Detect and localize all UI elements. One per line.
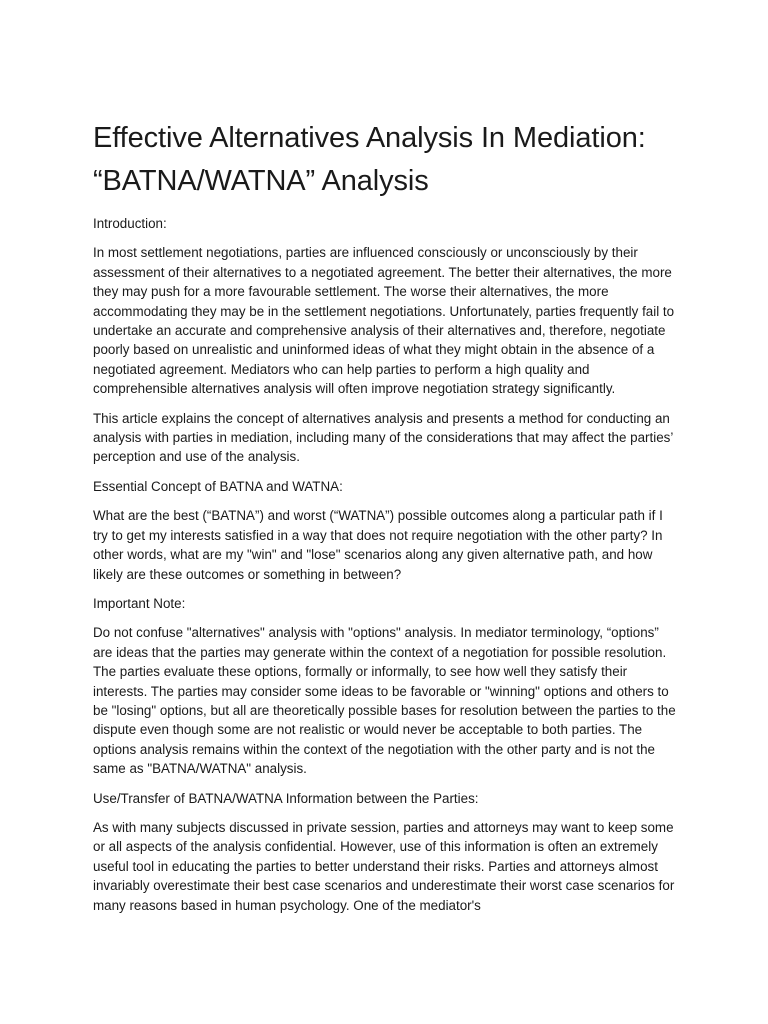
paragraph-concept: What are the best (“BATNA”) and worst (“WATNA”) possible outcomes along a particular path if I try to get my interests satisfied in a way that does not require negotiation with the other party? In other words, what are my "win" and "lose" scenarios along any given alternative path, and how likely are these outcomes or something in between? bbox=[93, 508, 663, 582]
paragraph-transfer: As with many subjects discussed in private session, parties and attorneys may want to keep some or all aspects of the analysis confidential. However, use of this information is often an extremely useful tool in educating the parties to better understand their risks. Parties and attorneys almost invariably overestimate their best case scenarios and underestimate their worst case scenarios for many reasons based in human psychology. One of the mediator's bbox=[93, 819, 675, 913]
section-heading-use-transfer: Use/Transfer of BATNA/WATNA Information between the Parties: bbox=[93, 790, 479, 806]
paragraph-intro-1: In most settlement negotiations, parties are influenced consciously or unconsciously by their assessment of their alternatives to a negotiated agreement. The better their alternatives, the more they may push for a more favourable settlement. The worse their alternatives, the more accommodating they may be in the settlement negotiations. Unfortunately, parties frequently fail to undertake an accurate and comprehensive analysis of their alternatives and, therefore, negotiate poorly based on unrealistic and uninformed ideas of what they might obtain in the absence of a negotiated agreement. Mediators who can help parties to perform a high quality and comprehensible alternatives analysis will often improve negotiation strategy significantly. bbox=[93, 245, 675, 397]
section-heading-essential-concept: Essential Concept of BATNA and WATNA: bbox=[93, 478, 343, 494]
paragraph-note: Do not confuse "alternatives" analysis with "options" analysis. In mediator terminology, “options” are ideas that the parties may generate within the context of a negotiation for possible resolution. The parties evaluate these options, formally or informally, to see how well they satisfy their interests. The parties may consider some ideas to be favorable or "winning" options and others to be "losing" options, but all are theoretically possible bases for resolution between the parties to the dispute even though some are not realistic or would never be acceptable to both parties. The options analysis remains within the context of the negotiation with the other party and is not the same as "BATNA/WATNA" analysis. bbox=[93, 625, 676, 777]
section-heading-important-note: Important Note: bbox=[93, 595, 186, 611]
document-page bbox=[93, 117, 678, 925]
paragraph-intro-2: This article explains the concept of alternatives analysis and presents a method for conducting an analysis with parties in mediation, including many of the considerations that may affect the parties’ perception and use of the analysis. bbox=[93, 410, 673, 465]
document-title: Effective Alternatives Analysis In Mediation: “BATNA/WATNA” Analysis bbox=[93, 122, 646, 197]
section-heading-introduction: Introduction: bbox=[93, 216, 167, 231]
